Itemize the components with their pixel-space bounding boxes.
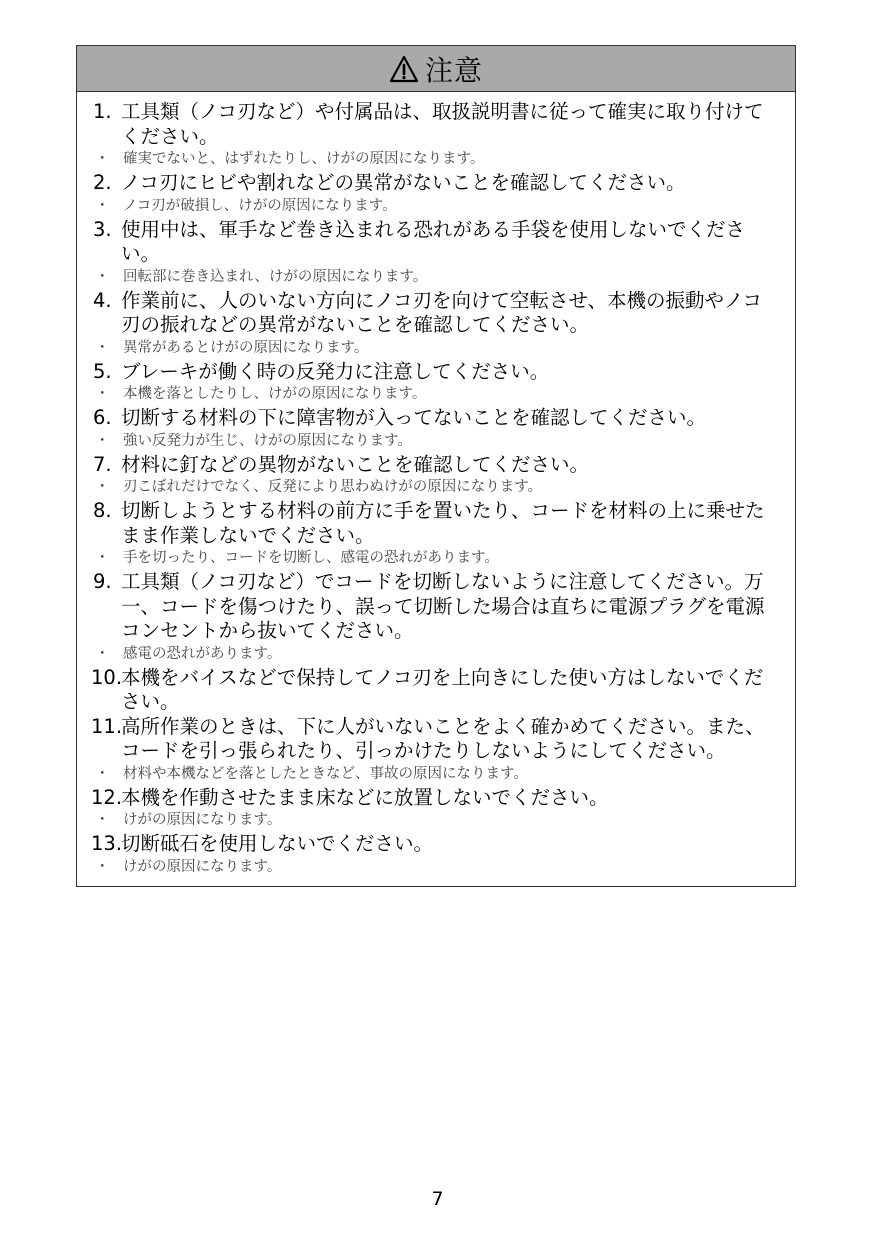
caution-item [77, 832, 795, 857]
note-text: 確実でないと、はずれたりし、けがの原因になります。 [123, 151, 485, 167]
caution-title: 注意 [424, 53, 483, 87]
note-text: 本機を落としたりし、けがの原因になります。 [123, 386, 427, 402]
item-note [77, 644, 795, 665]
caution-header [77, 46, 795, 92]
note-text: 材料や本機などを落としたときなど、事故の原因になります。 [123, 765, 528, 782]
caution-item [77, 171, 795, 196]
caution-list [77, 92, 795, 878]
item-text: 工具類（ノコ刃など）でコードを切断しないように注意してください。万一、コードを傷つけたり、誤って切断した場合は直ちに電源プラグを電源コンセントから抜いてください。 [121, 570, 765, 642]
item-text: ノコ刃にヒビや割れなどの異常がないことを確認してください。 [121, 171, 686, 194]
note-text: 異常があるとけがの原因になります。 [123, 339, 369, 356]
note-bullet: ・ [95, 432, 110, 449]
item-note [77, 477, 795, 498]
item-number: 3. [93, 217, 112, 241]
note-bullet: ・ [95, 197, 110, 214]
item-note [77, 810, 795, 831]
item-note [77, 149, 795, 170]
item-text: 作業前に、人のいない方向にノコ刃を向けて空転させ、本機の振動やノコ刃の振れなどの異常がないことを確認してください。 [121, 288, 762, 336]
note-bullet: ・ [95, 812, 110, 828]
item-note [77, 267, 795, 288]
caution-item [77, 218, 795, 267]
note-bullet: ・ [95, 858, 110, 875]
item-number: 9. [93, 570, 112, 593]
item-text: 使用中は、軍手など巻き込まれる恐れがある手袋を使用しないでください。 [121, 217, 746, 265]
note-bullet: ・ [95, 550, 110, 566]
item-note [77, 384, 795, 405]
note-bullet: ・ [95, 645, 110, 662]
item-text: 本機をバイスなどで保持してノコ刃を上向きにした使い方はしないでください。 [121, 665, 764, 713]
note-bullet: ・ [95, 386, 110, 402]
item-number: 2. [93, 171, 112, 194]
item-text: 切断しようとする材料の前方に手を置いたり、コードを材料の上に乗せたまま作業しないでください。 [121, 499, 765, 547]
item-number: 8. [93, 499, 112, 522]
note-text: けがの原因になります。 [123, 858, 282, 875]
item-number: 1. [93, 100, 112, 123]
page-number: 7 [431, 1188, 444, 1210]
item-text: 材料に釘などの異物がないことを確認してください。 [121, 452, 590, 476]
note-bullet: ・ [95, 765, 110, 782]
item-number: 11. [91, 714, 123, 738]
caution-item [77, 570, 795, 644]
item-number: 6. [93, 406, 112, 429]
item-number: 10. [91, 665, 123, 689]
note-text: 強い反発力が生じ、けがの原因になります。 [123, 432, 412, 449]
item-number: 7. [93, 452, 112, 476]
item-number: 13. [91, 832, 123, 855]
note-bullet: ・ [95, 268, 110, 285]
item-note [77, 196, 795, 217]
item-text: 切断砥石を使用しないでください。 [121, 832, 434, 855]
caution-item [77, 289, 795, 338]
item-note [77, 338, 795, 359]
item-note [77, 548, 795, 569]
item-number: 12. [91, 785, 123, 809]
caution-item [77, 453, 795, 478]
item-text: 切断する材料の下に障害物が入ってないことを確認してください。 [121, 406, 707, 429]
caution-item [77, 100, 795, 149]
note-text: 感電の恐れがあります。 [123, 645, 282, 662]
item-number: 4. [93, 288, 112, 312]
note-bullet: ・ [95, 479, 110, 495]
caution-item [77, 499, 795, 548]
item-note [77, 431, 795, 452]
note-text: 手を切ったり、コードを切断し、感電の恐れがあります。 [123, 550, 499, 566]
note-bullet: ・ [95, 151, 110, 167]
note-text: 刃こぼれだけでなく、反発により思わぬけがの原因になります。 [123, 479, 543, 495]
item-text: 工具類（ノコ刃など）や付属品は、取扱説明書に従って確実に取り付けてください。 [121, 100, 764, 148]
item-number: 5. [93, 359, 112, 383]
caution-item [77, 666, 795, 715]
note-bullet: ・ [95, 339, 110, 356]
item-text: ブレーキが働く時の反発力に注意してください。 [121, 359, 550, 383]
warning-triangle-icon [389, 55, 419, 83]
item-note [77, 857, 795, 878]
caution-box [76, 45, 796, 887]
caution-item [77, 715, 795, 764]
caution-item [77, 406, 795, 431]
note-text: ノコ刃が破損し、けがの原因になります。 [123, 197, 397, 214]
caution-item [77, 786, 795, 811]
note-text: けがの原因になります。 [123, 812, 282, 828]
caution-item [77, 360, 795, 385]
item-note [77, 764, 795, 785]
note-text: 回転部に巻き込まれ、けがの原因になります。 [123, 268, 428, 285]
item-text: 高所作業のときは、下に人がいないことをよく確かめてください。また、コードを引っ張られたり、引っかけたりしないようにしてください。 [121, 714, 765, 762]
item-text: 本機を作動させたまま床などに放置しないでください。 [121, 785, 609, 809]
